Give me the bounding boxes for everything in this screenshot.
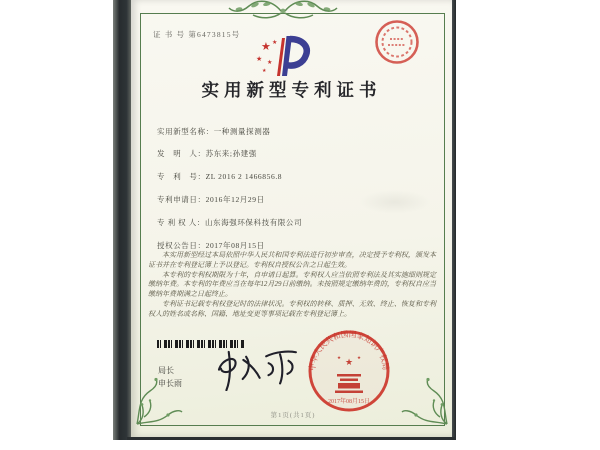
field-label: 专 利 号： [157,172,206,181]
svg-text:★: ★ [336,355,342,360]
certificate-title: 实用新型专利证书 [201,80,382,100]
field-value: 2016年12月29日 [205,195,265,204]
body-paragraph: 专利证书记载专利权登记时的法律状况。专利权的转移、质押、无效、终止、恢复和专利权人的姓名或名称、国籍、地址变更等事项记载在专利登记簿上。 [148,299,436,318]
svg-text:★: ★ [267,59,273,66]
certificate-paper [131,0,452,437]
svg-text:★: ★ [262,68,267,74]
verification-stamp-icon [374,19,420,65]
garland-ornament-icon [227,0,339,29]
corner-flourish-right-icon [400,377,450,427]
certificate-number: 证 书 号 第6473815号 [153,30,241,39]
field-label: 授权公告日： [157,241,206,250]
svg-text:★: ★ [344,357,354,367]
seal-ring-text: 中华人民共和国国家知识产权局 [307,329,391,372]
corner-flourish-left-icon [134,377,184,427]
signer-name: 申长雨 [158,379,182,388]
field-label: 发 明 人： [157,149,206,158]
field-label: 实用新型名称： [157,127,214,136]
paper-smudge [359,190,431,214]
field-row-patentee [157,217,302,228]
page-footer: 第1页(共1页) [270,412,316,419]
photo-bottom-dark-edge [127,437,456,440]
body-paragraph: 本实用新型经过本局依照中华人民共和国专利法进行初步审查，决定授予专利权，颁发本证书并在专利登记簿上予以登记。专利权自授权公告之日起生效。 [148,251,436,269]
field-value: 苏东来;孙建强 [205,149,257,158]
field-value: ZL 2016 2 1466856.8 [205,172,283,181]
field-row-filing-date [157,194,265,205]
photo-right-dark-edge [452,0,456,440]
field-value: 2017年08月15日 [205,241,265,250]
legal-text-block [148,251,436,320]
svg-text:★: ★ [272,39,278,46]
field-row-inventors [157,148,257,159]
signer-role: 局长 [158,366,174,375]
director-signature-icon [211,347,303,391]
svg-text:★: ★ [261,40,271,53]
field-label: 专 利 权 人： [157,218,205,227]
photo-left-dark-edge [113,0,131,440]
patent-office-logo-icon [255,32,311,78]
field-row-patent-number [157,171,282,182]
body-paragraph: 本专利的专利权期限为十年，自申请日起算。专利权人应当依照专利法及其实施细则规定缴纳年费。本专利的年费应当在每年12月29日前缴纳。未按照规定缴纳年费的，专利权自应当缴纳年费期满之日起终止。 [148,270,436,299]
field-value: 一种测量探测器 [213,127,271,136]
certificate-photo [113,0,456,440]
field-row-grant-date [157,240,265,251]
field-label: 专利申请日： [157,195,206,204]
seal-date: 2017年08月15日 [327,399,371,405]
svg-text:★: ★ [356,355,362,360]
field-row-utility-model-name [157,126,270,137]
field-value: 山东海强环保科技有限公司 [204,218,303,227]
svg-text:★: ★ [256,55,263,63]
national-emblem-seal [307,329,391,413]
